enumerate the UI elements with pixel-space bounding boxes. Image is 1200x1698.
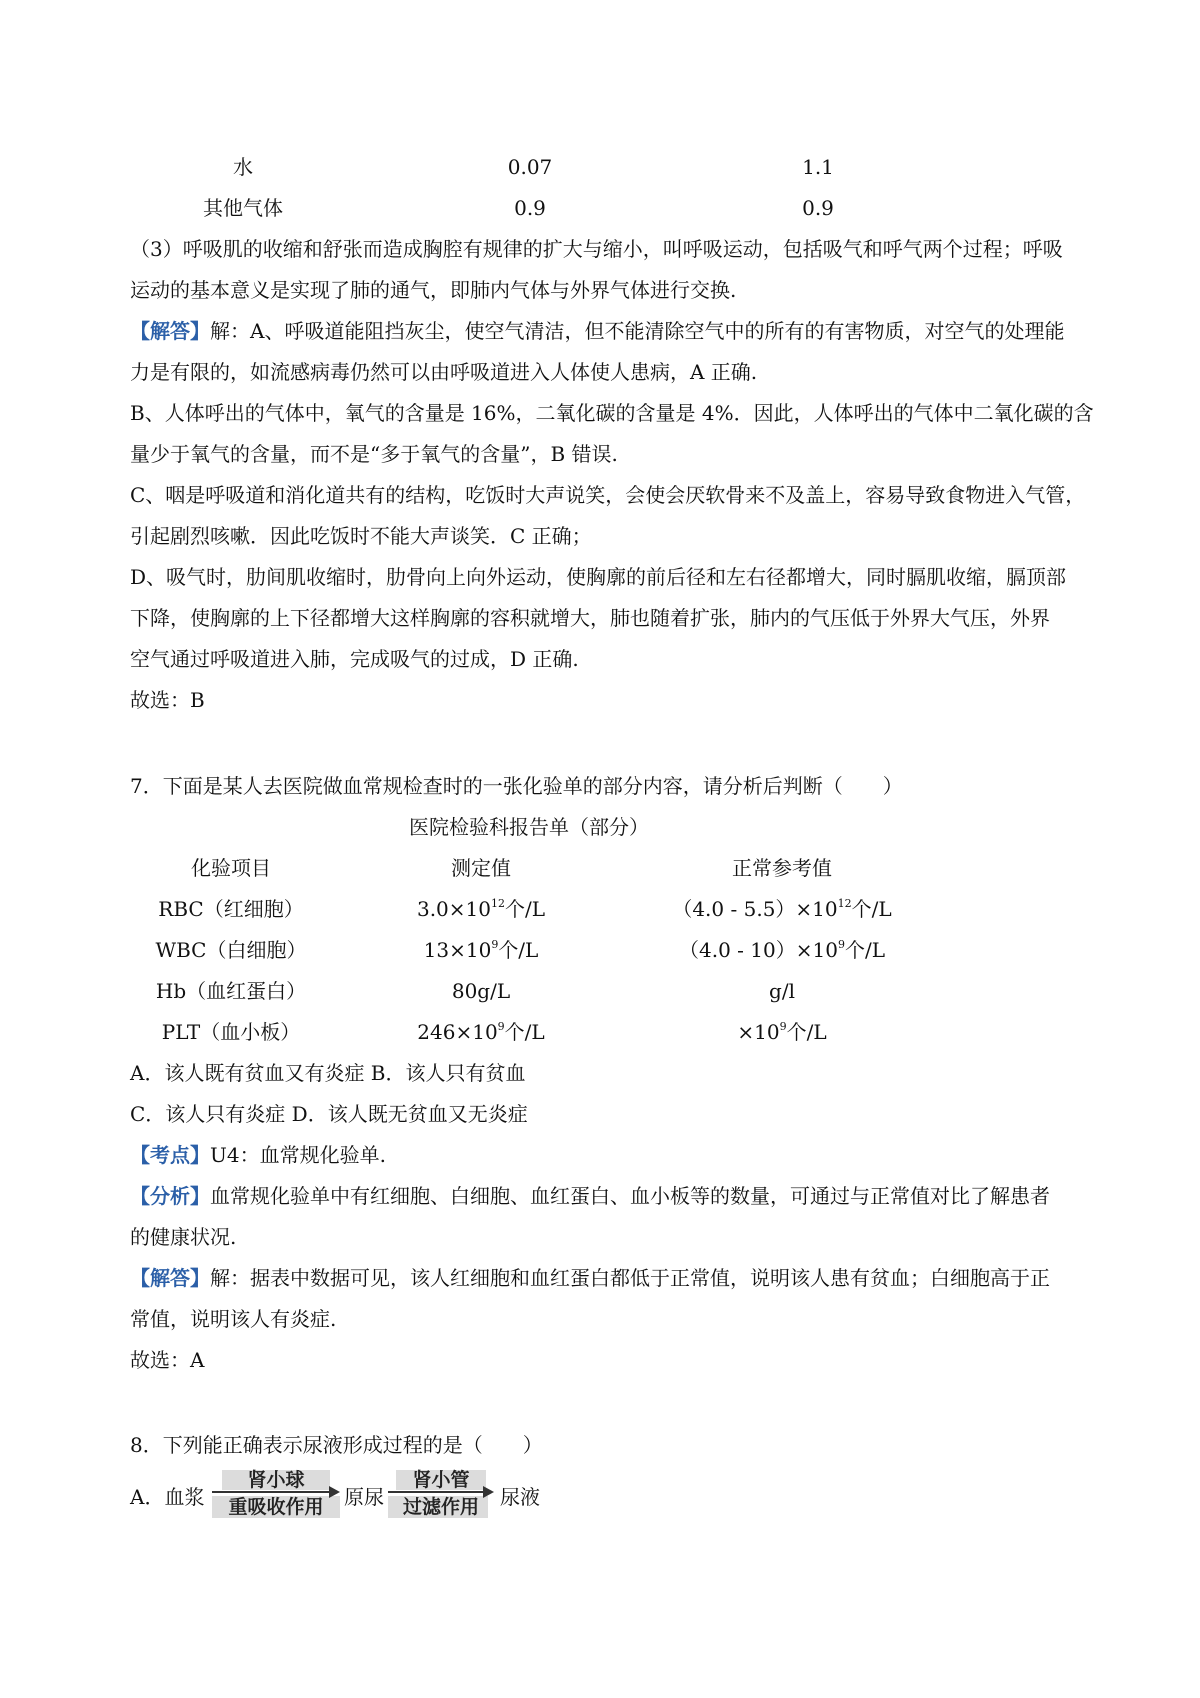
q8-arrow2-top-label: 肾小管: [412, 1469, 470, 1491]
q7-analysis-line1: 【分析】血常规化验单中有红细胞、白细胞、血红蛋白、血小板等的数量，可通过与正常值对比了解患者: [130, 1184, 1050, 1208]
q6-answer-a-line1: [130, 318, 1090, 344]
q7-answer-line2: 常值，说明该人有炎症.: [130, 1307, 337, 1331]
q7-row-ref: $(4.0 - 5.5)\times 10^{12}$个/L: [672, 897, 892, 921]
q7-row-value: $3.0\times 10^{12}$个/L: [416, 897, 546, 921]
q7-row-item: WBC（白细胞）: [155, 938, 307, 962]
gas-name-water: 水: [233, 155, 253, 179]
q6-answer-c-line1: C、咽是呼吸道和消化道共有的结构，吃饭时大声说笑，会使会厌软骨来不及盖上，容易导致食物进入气管，: [130, 483, 1086, 507]
q8-middle: 原尿: [344, 1485, 384, 1509]
q7-options-line1: A．该人既有贫血又有炎症 B．该人只有贫血: [130, 1061, 526, 1085]
q6-answer-d-line1: D、吸气时，肋间肌收缩时，肋骨向上向外运动，使胸廓的前后径和左右径都增大，同时膈肌收缩，膈顶部: [130, 565, 1067, 589]
q7-header-ref: 正常参考值: [732, 856, 832, 880]
q6-point3-line2: 运动的基本意义是实现了肺的通气，即肺内气体与外界气体进行交换.: [130, 278, 737, 302]
q8-arrow-2: [388, 1468, 494, 1518]
q6-answer-a-line2: 力是有限的，如流感病毒仍然可以由呼吸道进入人体使人患病，A 正确.: [130, 360, 758, 384]
q7-table-title: 医院检验科报告单（部分）: [409, 815, 649, 839]
q7-stem: 7．下面是某人去医院做血常规检查时的一张化验单的部分内容，请分析后判断（ ）: [130, 774, 903, 798]
q7-row-item: Hb（血红蛋白）: [155, 979, 307, 1003]
q7-analysis-line2: 的健康状况.: [130, 1225, 237, 1249]
q7-analysis-tag: 【分析】: [130, 1184, 210, 1208]
q8-stem: 8．下列能正确表示尿液形成过程的是（ ）: [130, 1433, 543, 1457]
q6-answer-b-line2: 量少于氧气的含量，而不是“多于氧气的含量”，B 错误.: [130, 442, 618, 466]
q7-answer-line1: 【解答】解：据表中数据可见，该人红细胞和血红蛋白都低于正常值，说明该人患有贫血；白细胞高于正: [130, 1266, 1050, 1290]
q8-option-a-prefix: A．血浆: [130, 1485, 205, 1509]
q8-suffix: 尿液: [500, 1485, 540, 1509]
q7-options-line2: C．该人只有炎症 D．该人既无贫血又无炎症: [130, 1102, 528, 1126]
q6-answer-d-line2: 下降，使胸廓的上下径都增大这样胸廓的容积就增大，肺也随着扩张，肺内的气压低于外界大气压，外界: [130, 606, 1050, 630]
q7-row-value: 80g/L: [451, 979, 511, 1003]
q7-row-ref: $\times 10^9$个/L: [737, 1020, 827, 1044]
q7-header-item: 化验项目: [191, 856, 271, 880]
q7-kaodian-tag: 【考点】: [130, 1143, 210, 1167]
q6-answer-c-line2: 引起剧烈咳嗽．因此吃饭时不能大声谈笑．C 正确；: [130, 524, 592, 548]
q7-row-ref: $(4.0 - 10)\times 10^9$个/L: [679, 938, 885, 962]
q6-point3-line1: （3）呼吸肌的收缩和舒张而造成胸腔有规律的扩大与缩小，叫呼吸运动，包括吸气和呼气两个过程；呼吸: [130, 237, 1063, 261]
q6-answer-b-line1: B、人体呼出的气体中，氧气的含量是 16%，二氧化碳的含量是 4%．因此，人体呼出的气体中二氧化碳的含: [130, 401, 1094, 425]
q8-arrow1-top-label: 肾小球: [247, 1469, 305, 1491]
q6-choice: 故选：B: [130, 688, 205, 712]
q6-answer-d-line3: 空气通过呼吸道进入肺，完成吸气的过成，D 正确.: [130, 647, 579, 671]
q6-answer-a-text: 解：A、呼吸道能阻挡灰尘，使空气清洁，但不能清除空气中的所有的有害物质，对空气的处理能: [210, 319, 1065, 343]
q7-row-value: $246\times 10^9$个/L: [417, 1020, 545, 1044]
q8-arrow2-bottom-label: 过滤作用: [402, 1496, 479, 1518]
q8-arrow1-bottom-label: 重吸收作用: [228, 1496, 324, 1518]
gas-exhaled-other: 0.9: [802, 196, 834, 220]
q7-row-item: PLT（血小板）: [161, 1020, 301, 1044]
q7-choice: 故选：A: [130, 1348, 205, 1372]
gas-inhaled-water: 0.07: [507, 155, 553, 179]
q7-row-ref: g/l: [769, 979, 795, 1003]
q7-row-value: $13\times 10^9$个/L: [423, 938, 539, 962]
gas-inhaled-other: 0.9: [514, 196, 546, 220]
q7-kaodian: 【考点】U4：血常规化验单.: [130, 1143, 386, 1167]
q7-answer-tag: 【解答】: [130, 1266, 210, 1290]
q8-arrow-1: [212, 1468, 340, 1518]
q8-option-a: [130, 1469, 1090, 1520]
gas-name-other: 其他气体: [203, 196, 283, 220]
q6-answer-tag: 【解答】: [130, 319, 210, 343]
q7-row-item: RBC（红细胞）: [158, 897, 304, 921]
q7-header-value: 测定值: [451, 856, 511, 880]
gas-exhaled-water: 1.1: [802, 155, 834, 179]
